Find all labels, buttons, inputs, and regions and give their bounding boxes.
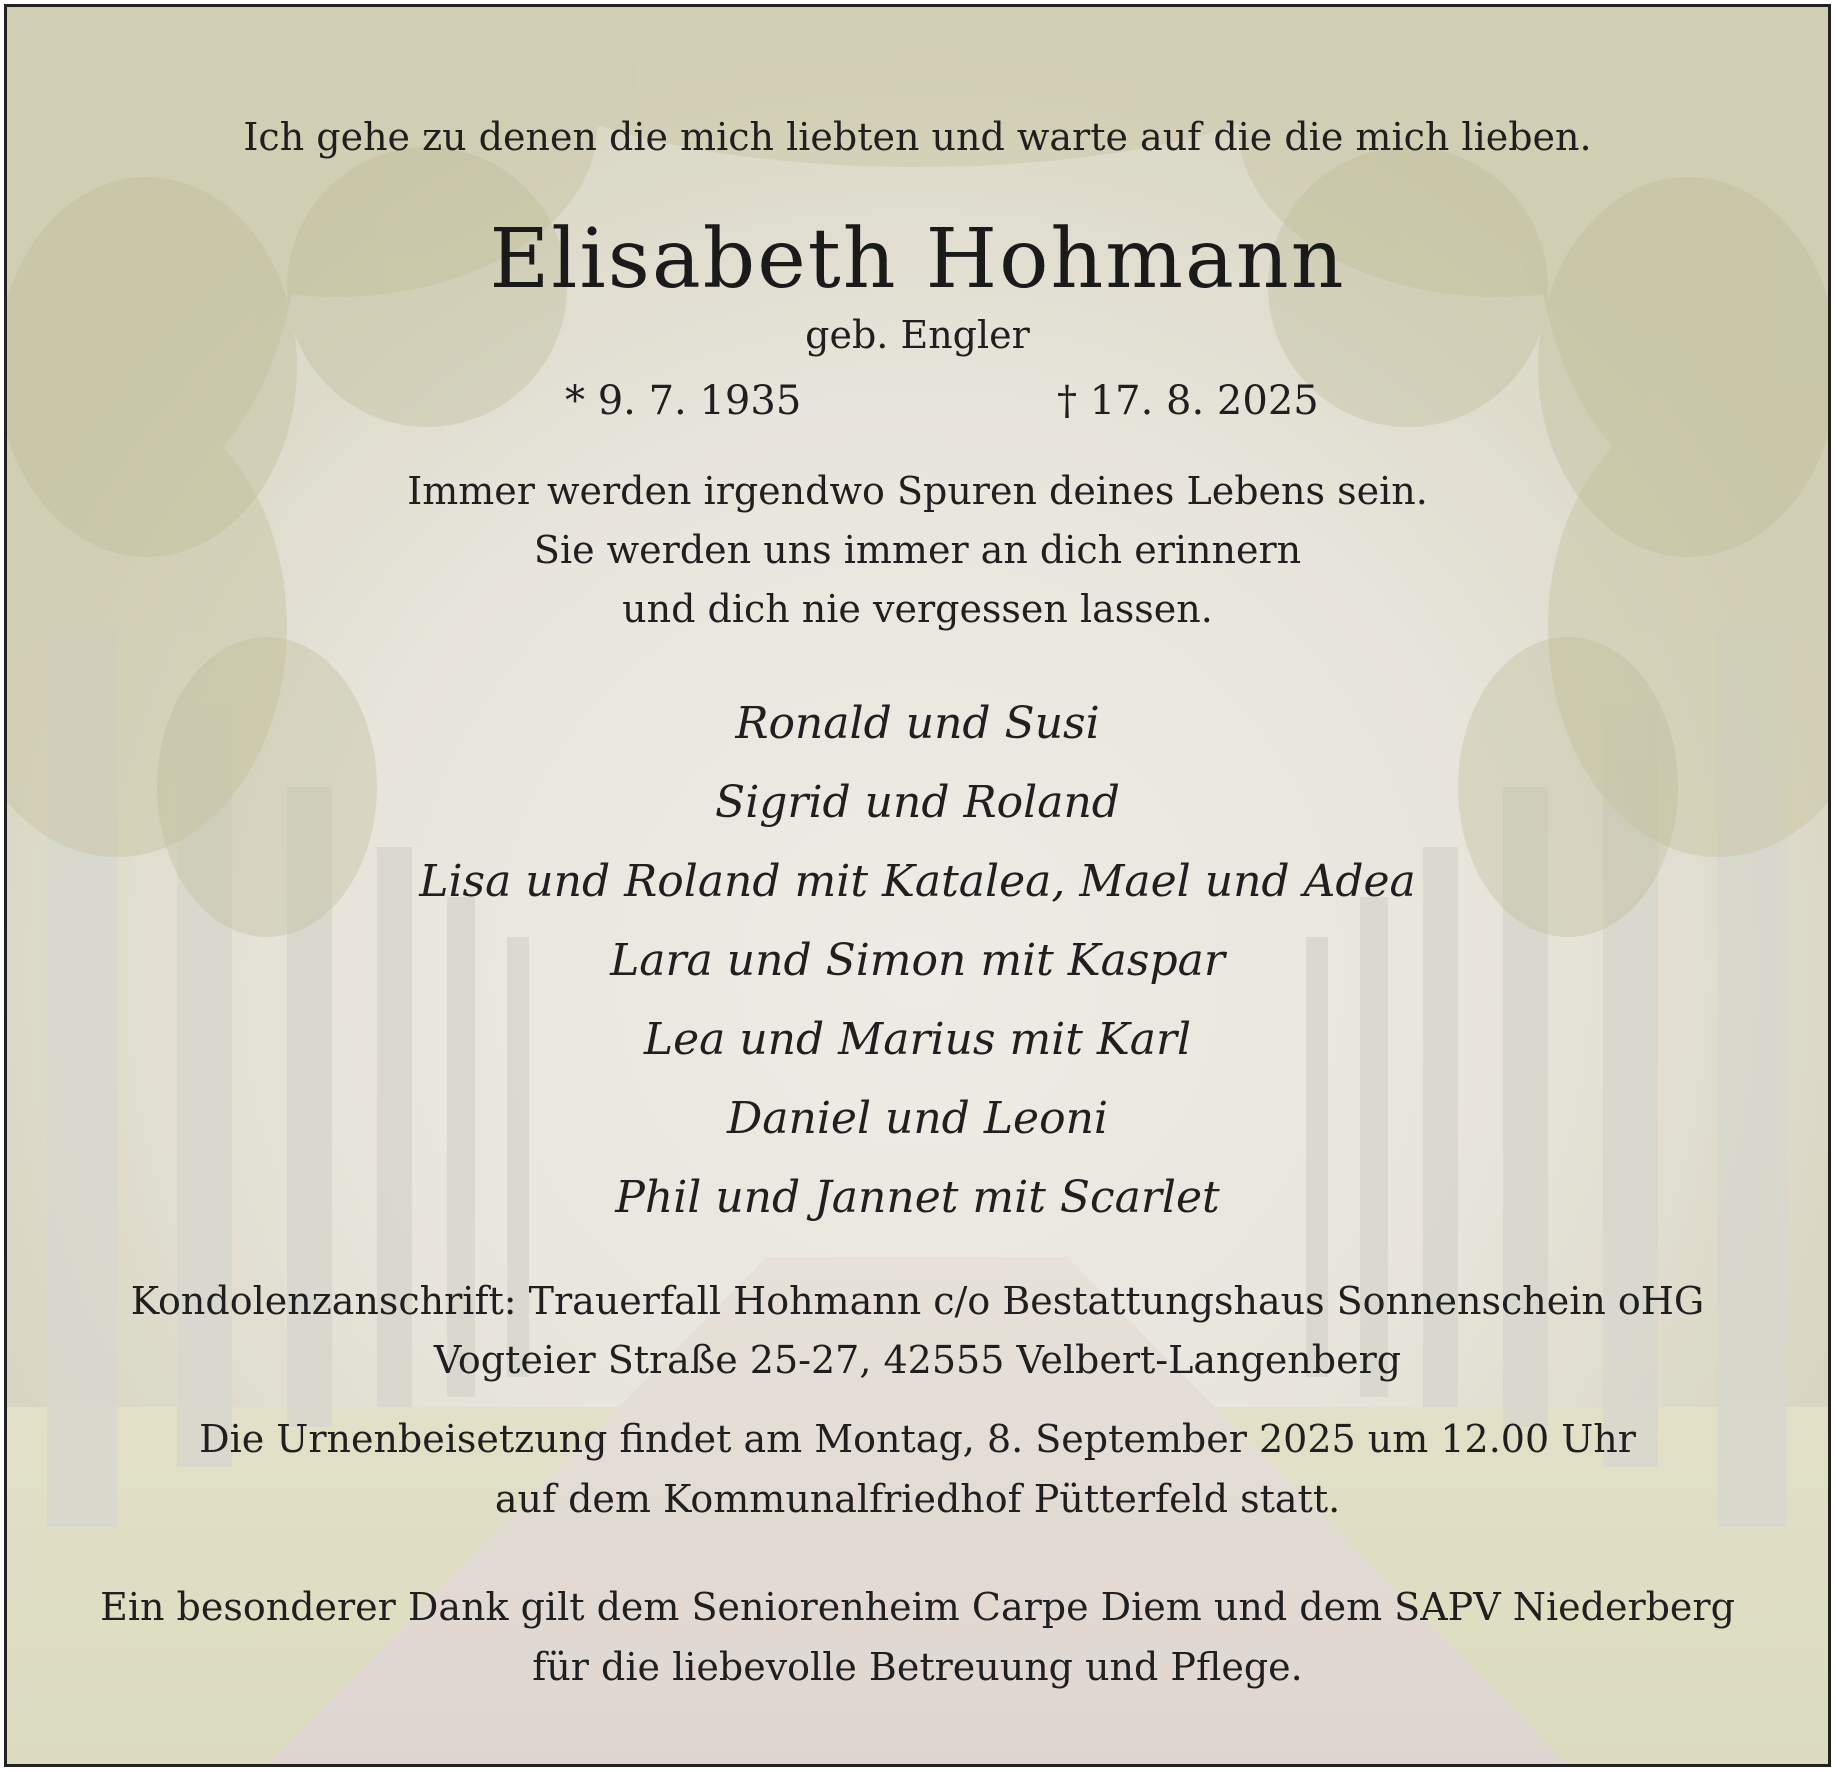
memorial-verse xyxy=(7,462,1828,639)
verse-line: Sie werden uns immer an dich erinnern xyxy=(533,528,1302,572)
motto: Ich gehe zu denen die mich liebten und warte auf die die mich lieben. xyxy=(243,115,1592,159)
condolence-address xyxy=(7,1272,1828,1390)
notice-content xyxy=(7,7,1828,1764)
birth-name: geb. Engler xyxy=(805,313,1030,357)
thanks-line: für die liebevolle Betreuung und Pflege. xyxy=(532,1645,1303,1689)
thanks-note xyxy=(7,1577,1828,1697)
mourner-entry: Lea und Marius mit Karl xyxy=(643,1014,1192,1065)
mourner-entry: Lisa und Roland mit Katalea, Mael und Adea xyxy=(419,856,1416,907)
ceremony-info xyxy=(7,1409,1828,1529)
address-line: Vogteier Straße 25-27, 42555 Velbert-Langenberg xyxy=(433,1338,1402,1382)
verse-line: Immer werden irgendwo Spuren deines Lebens sein. xyxy=(407,469,1428,513)
mourner-entry: Daniel und Leoni xyxy=(726,1093,1108,1144)
mourners-list xyxy=(7,684,1828,1237)
death-date: † 17. 8. 2025 xyxy=(1057,378,1319,424)
mourner-entry: Ronald und Susi xyxy=(735,698,1100,749)
life-dates xyxy=(7,378,1828,428)
address-line: Kondolenzanschrift: Trauerfall Hohmann c/o Bestattungshaus Sonnenschein oHG xyxy=(130,1279,1705,1323)
obituary-notice xyxy=(4,4,1831,1767)
birth-date: * 9. 7. 1935 xyxy=(565,378,802,424)
deceased-name: Elisabeth Hohmann xyxy=(489,212,1346,307)
ceremony-line: Die Urnenbeisetzung findet am Montag, 8. September 2025 um 12.00 Uhr xyxy=(199,1417,1636,1461)
mourner-entry: Lara und Simon mit Kaspar xyxy=(610,935,1225,986)
mourner-entry: Sigrid und Roland xyxy=(715,777,1120,828)
verse-line: und dich nie vergessen lassen. xyxy=(622,587,1213,631)
mourner-entry: Phil und Jannet mit Scarlet xyxy=(615,1172,1220,1223)
thanks-line: Ein besonderer Dank gilt dem Seniorenheim Carpe Diem und dem SAPV Niederberg xyxy=(100,1585,1735,1629)
ceremony-line: auf dem Kommunalfriedhof Pütterfeld statt. xyxy=(494,1477,1341,1521)
